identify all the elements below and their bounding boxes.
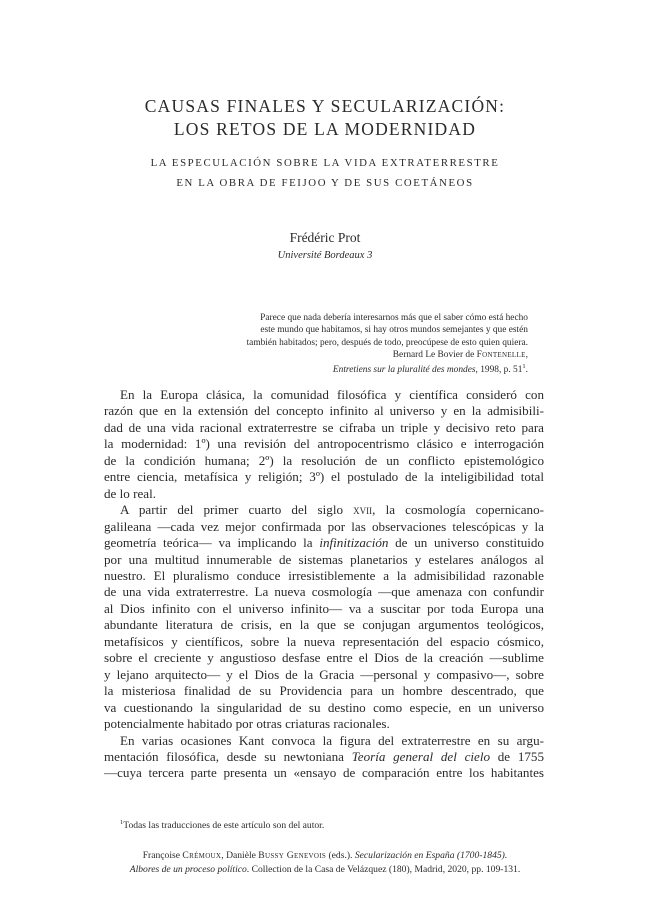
article-subtitle (0, 153, 650, 193)
body-line: geometría teórica— va implicando la infinitización de un universo constituido (104, 535, 544, 551)
body-line: dad de una vida racional extraterrestre se cifraba un triple y decisivo reto para (104, 419, 544, 435)
epigraph-attribution: Bernard Le Bovier de Fontenelle, (392, 349, 528, 360)
body-line: por una multitud innumerable de sistemas planetarios y estelares análogos al (104, 551, 544, 567)
body-line: abundante literatura de crisis, en la que se conjugan argumentos teológicos, (104, 617, 544, 633)
author-name: Frédéric Prot (289, 230, 361, 245)
body-line: En varias ocasiones Kant convoca la figura del extraterrestre en su argu- (120, 732, 544, 748)
body-line: y lejano arquitecto— y el Dios de la Gracia —personal y compasivo—, sobre (104, 666, 544, 682)
body-line: de la condición humana; 2º) la resolución de un conflicto epistemológico (104, 452, 544, 468)
body-line: la modernidad: 1º) una revisión del antropocentrismo clásico e interrogación (104, 436, 544, 452)
title-line-1: CAUSAS FINALES Y SECULARIZACIÓN: (144, 96, 506, 116)
body-line: A partir del primer cuarto del siglo xvii, la cosmología copernicano- (120, 502, 544, 518)
body-line: metafísicos y científicos, sobre la nueva representación del espacio cósmico, (104, 633, 544, 649)
body-line: va cuestionando la singularidad de su destino como especie, en un universo (104, 699, 544, 715)
epigraph-line: también habitados; pero, después de todo, preocúpese de esto quien quiera. (246, 337, 528, 348)
epigraph-line: Parece que nada debería interesarnos más que el saber cómo está hecho (260, 313, 528, 323)
body-line: sobre el creciente y angustioso desfase entre el Dios de la creación —sublime (104, 650, 544, 666)
article-body (104, 387, 544, 782)
body-line: En la Europa clásica, la comunidad filosófica y científica consideró con (120, 387, 544, 402)
credit-line-2: Albores de un proceso político. Collection de la Casa de Velázquez (180), Madrid, 2020, pp. 109-131. (129, 863, 521, 875)
body-line: al Dios infinito con el universo infinito— va a suscitar por toda Europa una (104, 600, 544, 616)
epigraph (214, 312, 528, 377)
publication-credit (0, 849, 650, 876)
body-line: —cuya tercera parte presenta un «ensayo de comparación entre los habitantes (104, 765, 544, 781)
body-line: potencialmente habitado por otras criaturas racionales. (104, 716, 390, 732)
author-affiliation: Université Bordeaux 3 (277, 250, 373, 261)
body-line: nuestro. El pluralismo conduce irresistiblemente a la admisibilidad razonable (104, 567, 544, 583)
body-line: de una vida extraterrestre. La nueva cosmología —que amenaza con confundir (104, 584, 544, 600)
subtitle-line-2: EN LA OBRA DE FEIJOO Y DE SUS COETÁNEOS (176, 177, 474, 189)
body-line: la misteriosa finalidad de su Providencia para un hombre descentrado, que (104, 683, 544, 699)
body-line: razón que en la extensión del concepto infinito al universo y en la admisibili- (104, 403, 544, 419)
body-line: entre ciencia, metafísica y religión; 3º) el postulado de la inteligibilidad total (104, 469, 544, 485)
subtitle-line-1: LA ESPECULACIÓN SOBRE LA VIDA EXTRATERRESTRE (150, 157, 500, 169)
epigraph-source: Entretiens sur la pluralité des mondes, 1998, p. $51^1$. (332, 363, 528, 376)
footnote: $^1$Todas las traducciones de este artículo son del autor. (120, 819, 325, 832)
article-title (0, 95, 650, 141)
body-line: mentación filosófica, desde su newtoniana Teoría general del cielo de 1755 (104, 748, 544, 764)
epigraph-line: este mundo que habitamos, si hay otros mundos semejantes y que estén (260, 325, 528, 336)
title-line-2: LOS RETOS DE LA MODERNIDAD (173, 119, 477, 139)
credit-line-1: Françoise Crémoux, Danièle Bussy Genevois (eds.). Secularización en España (1700-1845). (142, 850, 508, 861)
body-line: de lo real. (104, 485, 156, 501)
body-line: galileana —cada vez mejor confirmada por las observaciones telescópicas y la (104, 518, 544, 534)
